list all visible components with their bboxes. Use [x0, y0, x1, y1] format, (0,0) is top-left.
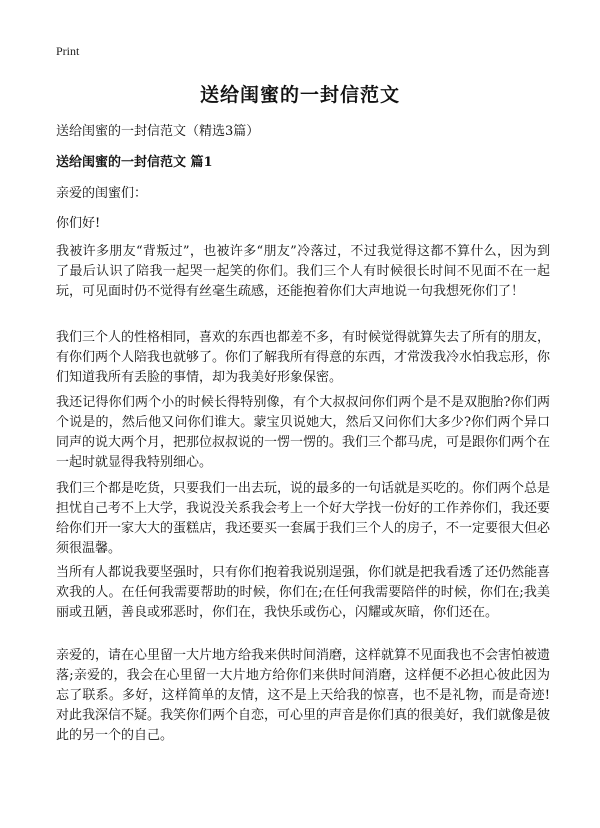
paragraph-6: 亲爱的，请在心里留一大片地方给我来供时间消磨，这样就算不见面我也不会害怕被遗落;亲爱的，我会在心里留一大片地方给你们来供时间消磨，这样便不必担心彼此因为忘了联系。多好，这样简单的友情，这不是上天给我的惊喜，也不是礼物，而是奇迹!对此我深信不疑。我笑你们两个自恋，可心里的声音是你们真的很美好，我们就像是彼此的另一个的自己。: [56, 648, 551, 743]
salutation: 亲爱的闺蜜们：: [56, 186, 148, 201]
paragraph-3: 我还记得你们两个小的时候长得特别像，有个大叔叔问你们两个是不是双胞胎?你们两个说是的，然后他又问你们谁大。蒙宝贝说她大，然后又问你们大多少?你们两个异口同声的说大两个月，把那位叔叔说的一愣一愣的。我们三个都马虎，可是跟你们两个在一起时就显得我特别细心。: [56, 395, 551, 470]
document-title: 送给闺蜜的一封信范文: [199, 84, 400, 106]
paragraph-1: 我被许多朋友“背叛过”，也被许多“朋友”冷落过，不过我觉得这都不算什么，因为到了最后认识了陪我一起哭一起笑的你们。我们三个人有时候很长时间不见面不在一起玩，可见面时仍不觉得有丝毫生疏感，还能抱着你们大声地说一句我想死你们了！: [56, 244, 550, 299]
paragraph-2: 我们三个人的性格相同，喜欢的东西也都差不多，有时候觉得就算失去了所有的朋友，有你们两个人陪我也就够了。你们了解我所有得意的东西，才常泼我冷水怕我忘形，你们知道我所有丢脸的事情，却为我美好形象保密。: [56, 330, 551, 385]
document-subtitle: 送给闺蜜的一封信范文（精选3篇）: [56, 124, 260, 139]
paragraph-5: 当所有人都说我要坚强时，只有你们抱着我说别逞强，你们就是把我看透了还仍然能喜欢我的人。在任何我需要帮助的时候，你们在;在任何我需要陪伴的时候，你们在;我美丽或丑陋，善良或邪恶时，你们在，我快乐或伤心，闪耀或灰暗，你们还在。: [56, 565, 551, 620]
section-title: 送给闺蜜的一封信范文 篇1: [56, 155, 213, 170]
print-label: Print: [56, 44, 80, 58]
paragraph-4: 我们三个都是吃货，只要我们一出去玩，说的最多的一句话就是买吃的。你们两个总是担忧自己考不上大学，我说没关系我会考上一个好大学找一份好的工作养你们，我还要给你们开一家大大的蛋糕店，我还要买一套属于我们三个人的房子，不一定要很大但必须很温馨。: [56, 481, 551, 556]
greeting: 你们好!: [56, 216, 101, 231]
